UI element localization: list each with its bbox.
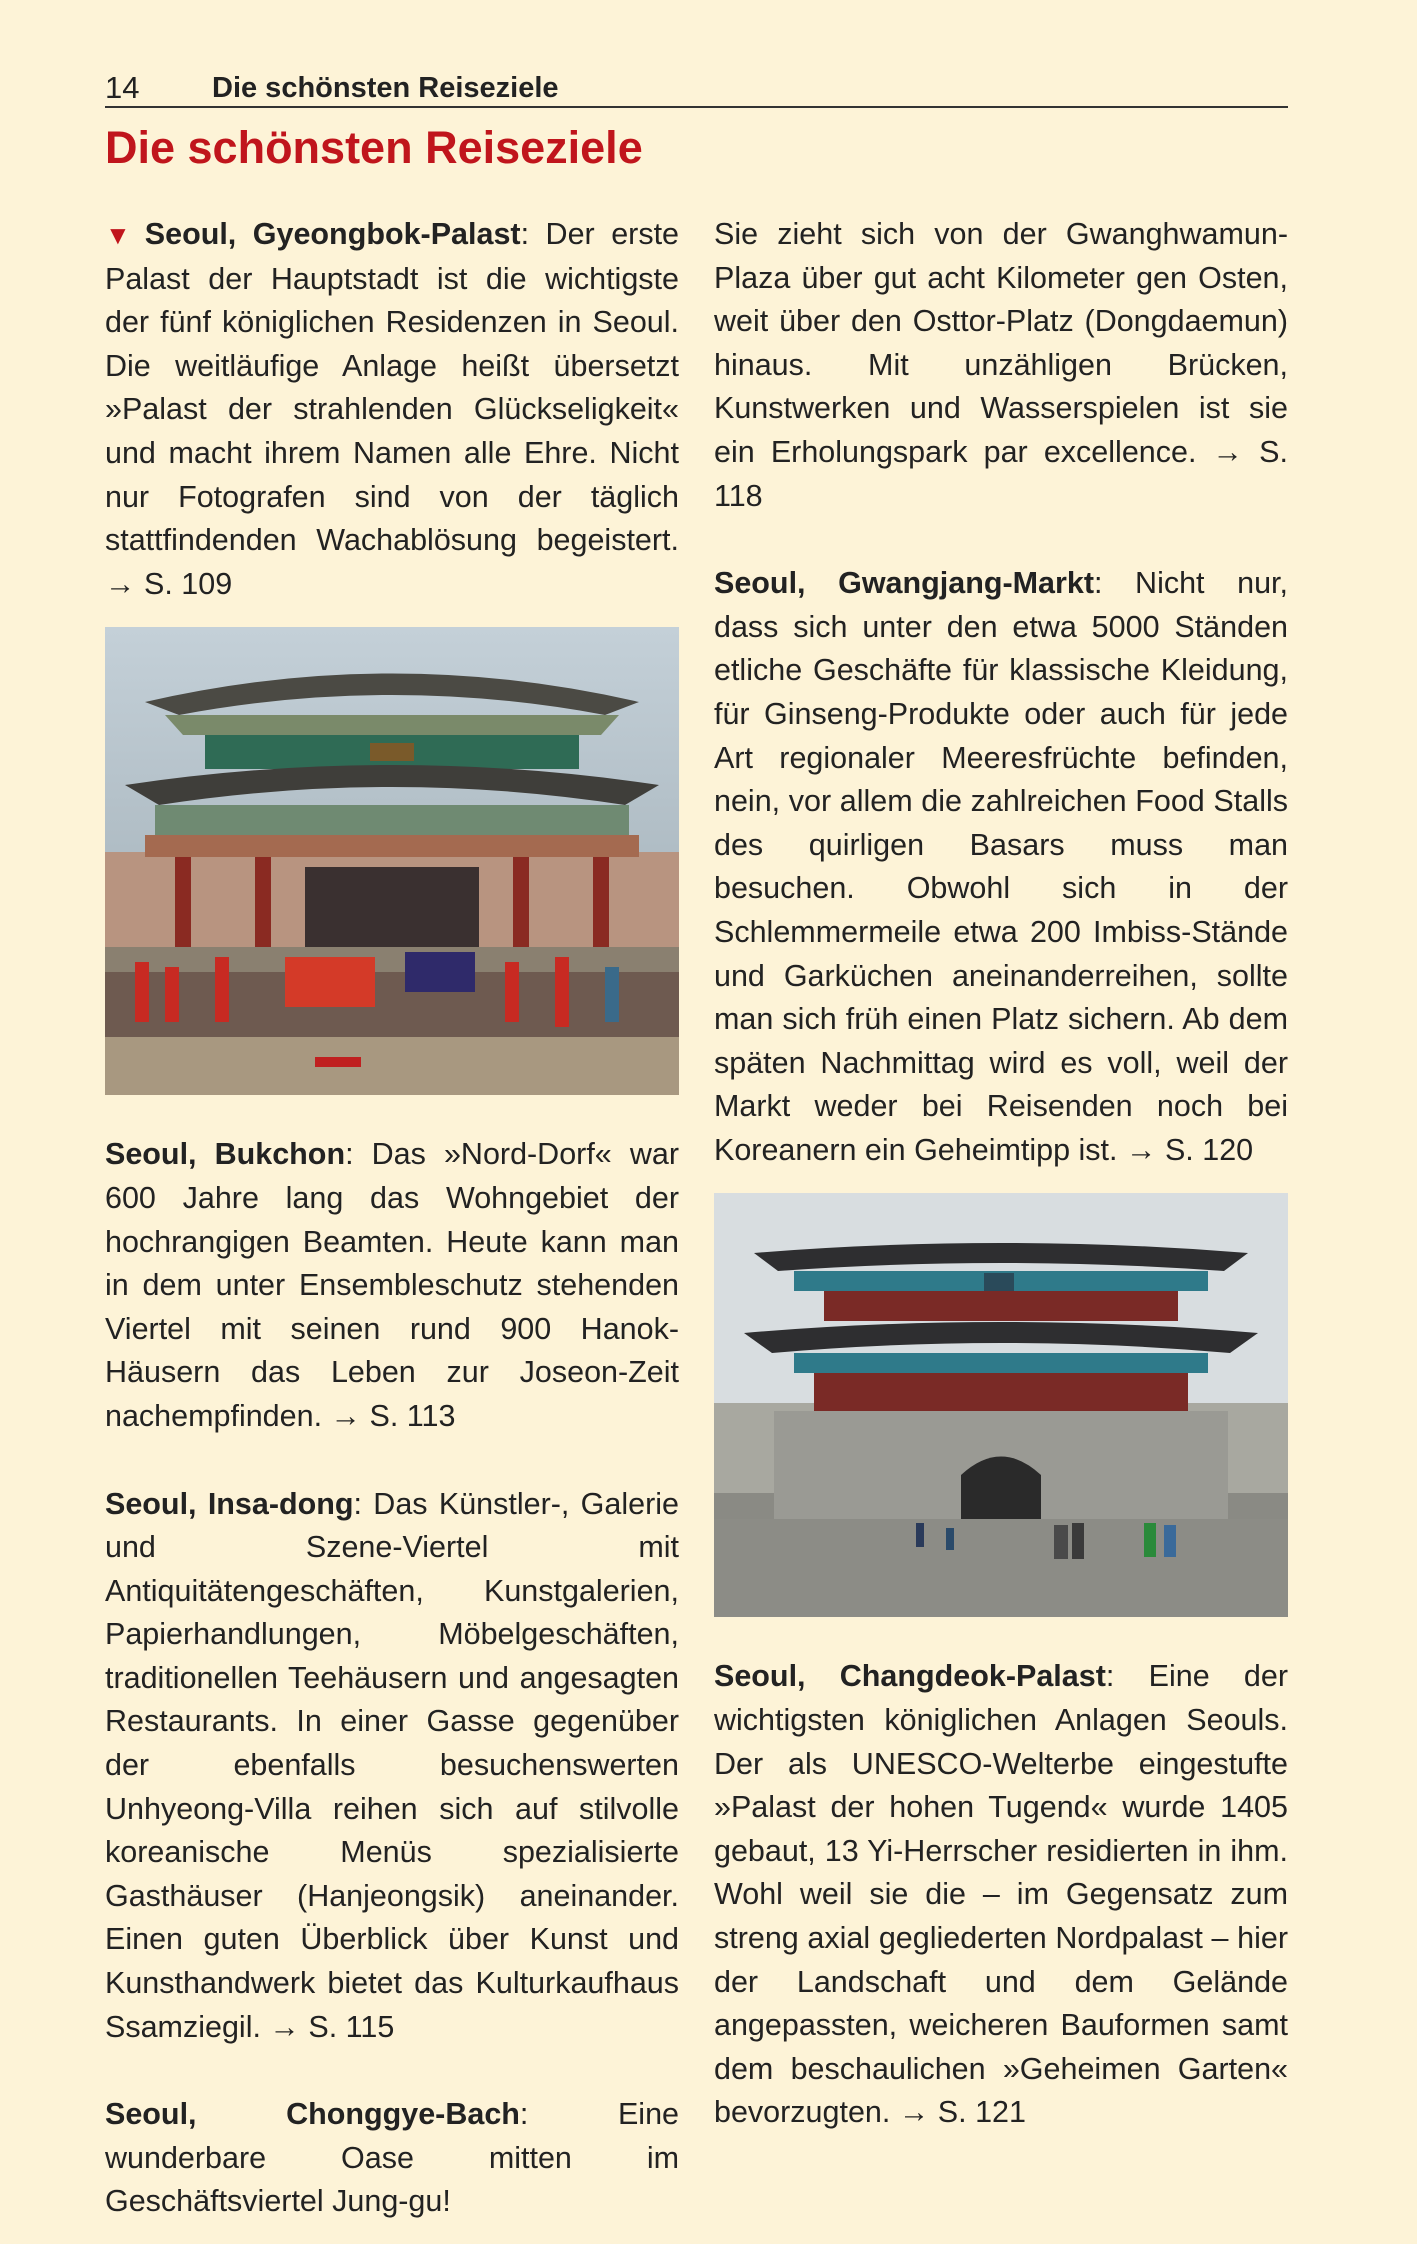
entry-gwangjang [714,562,1288,1172]
entry-insadong [105,1483,679,2050]
entry-heading: Seoul, Gyeongbok-Palast [144,217,521,251]
entry-chonggye [105,2093,679,2224]
photo-gyeongbok-gate [105,627,679,1095]
entry-text: : Eine wunderbare Oase mitten im Geschäftsviertel Jung-gu! [105,2097,679,2219]
entry-text: : Eine der wichtigsten königlichen Anlagen Seouls. Der als UNESCO-Welterbe eingestufte »Palast der hohen Tugend« wurde 1405 gebaut, 13 Yi-Herrscher residierten in ihm. Wohl weil sie die – im Gegensatz zum streng axial gegliederten Nordpalast – hier der Landschaft und dem Gelände angepassten, weicheren Bauformen samt dem beschaulichen »Geheimen Garten« bevorzugten. → S. 121 [714,1659,1288,2130]
entry-heading: Seoul, Chonggye-Bach [105,2097,520,2132]
right-column [714,213,1288,2135]
entry-text: : Nicht nur, dass sich unter den etwa 5000 Ständen etliche Geschäfte für klassische Kleidung, für Ginseng-Produkte oder auch für jede Art regionaler Meeresfrüchte befinden, nein, vor allem die zahlreichen Food Stalls des quirligen Basars muss man besuchen. Obwohl sich in der Schlemmermeile etwa 200 Imbiss-Stände und Garküchen aneinanderreihen, sollte man sich früh einen Platz sichern. Ab dem späten Nachmittag wird es voll, weil der Markt weder bei Reisenden noch bei Koreanern ein Geheimtipp ist. → S. 120 [714,566,1288,1167]
page-header [105,70,1288,108]
entry-text: : Das »Nord-Dorf« war 600 Jahre lang das Wohngebiet der hochrangigen Beamten. Heute kann man in dem unter Ensembleschutz stehenden Viertel mit seinen rund 900 Hanok-Häusern das Leben zur Joseon-Zeit nachempfinden. → S. 113 [105,1137,679,1433]
entry-changdeok [714,1655,1288,2135]
entry-heading: Seoul, Bukchon [105,1137,346,1172]
entry-text: : Das Künstler-, Galerie und Szene-Viertel mit Antiquitätengeschäften, Kunstgalerien, Papierhandlungen, Möbelgeschäften, traditionellen Teehäusern und angesagten Restaurants. In einer Gasse gegenüber der ebenfalls besuchenswerten Unhyeong-Villa reihen sich auf stilvolle koreanische Menüs spezialisierte Gasthäuser (Hanjeongsik) aneinander. Einen guten Überblick über Kunst und Kunsthandwerk bietet das Kulturkaufhaus Ssamziegil. → S. 115 [105,1486,679,2044]
entry-text: : Der erste Palast der Hauptstadt ist die wichtigste der fünf königlichen Residenzen in Seoul. Die weitläufige Anlage heißt übersetzt »Palast der strahlenden Glückseligkeit« und macht ihrem Namen alle Ehre. Nicht nur Fotografen sind von der täglich stattfindenden Wachablösung begeistert. → S. 109 [105,217,680,601]
running-title: Die schönsten Reiseziele [212,72,559,104]
entry-heading: Seoul, Insa-dong [105,1486,354,1521]
entry-heading: Seoul, Changdeok-Palast [714,1659,1106,1694]
left-column [105,213,679,2224]
entry-chonggye-continued: Sie zieht sich von der Gwanghwamun-Plaza über gut acht Kilometer gen Osten, weit über den Osttor-Platz (Dongdaemun) hinaus. Mit unzähligen Brücken, Kunstwerken und Wasserspielen ist sie ein Erholungspark par excellence. → S. 118 [714,217,1288,513]
triangle-marker-icon: ▼ [105,220,139,250]
entry-heading: Seoul, Gwangjang-Markt [714,566,1094,601]
entry-bukchon [105,1133,679,1438]
page-number: 14 [105,70,140,105]
photo-city-gate [714,1193,1288,1617]
entry-gyeongbok [105,213,679,606]
page-title: Die schönsten Reiseziele [105,122,643,173]
